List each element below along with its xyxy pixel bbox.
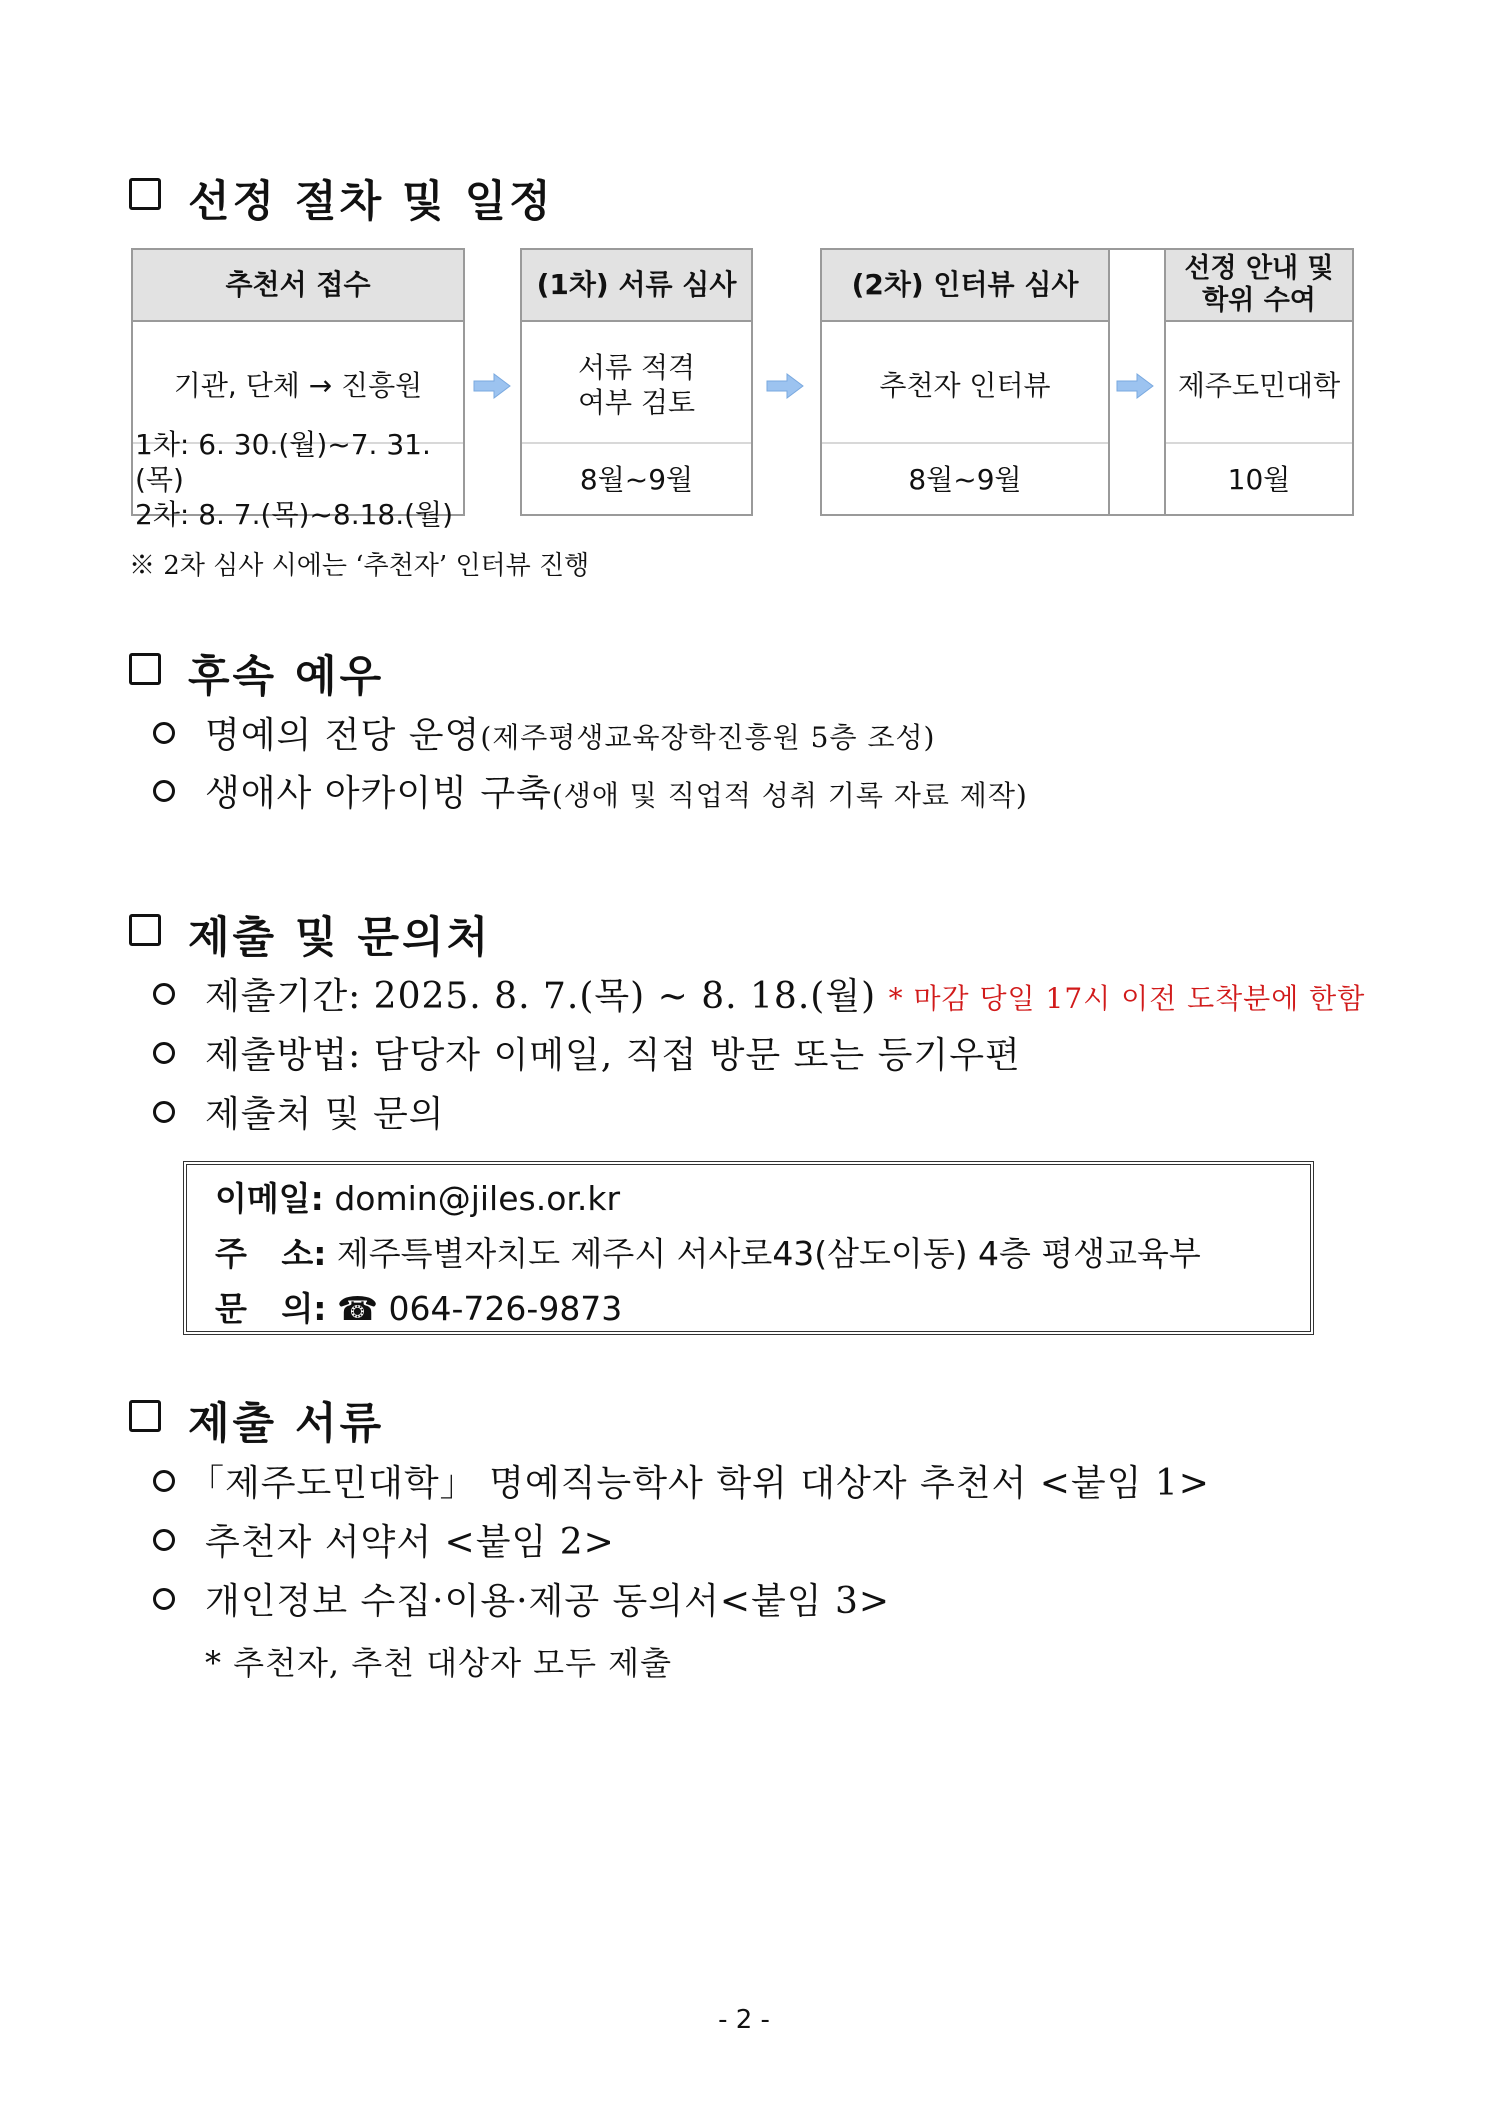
email-value[interactable]: domin@jiles.or.kr [334, 1179, 621, 1218]
page-number: - 2 - [718, 2005, 770, 2035]
flow-step-header: (2차) 인터뷰 심사 [822, 250, 1108, 322]
section-title-benefits: 후속 예우 [188, 652, 385, 702]
email-label: 이메일: [215, 1179, 324, 1218]
flow-step-body: 제주도민대학 [1177, 368, 1341, 402]
flow-step-footer: 10월 [1166, 442, 1352, 514]
benefit-item: 생애사 아카이빙 구축(생애 및 직업적 성취 기록 자료 제작) [205, 773, 1028, 814]
arrow-right-icon [765, 372, 805, 400]
arrow-right-icon [472, 372, 512, 400]
benefit-item: 명예의 전당 운영(제주평생교육장학진흥원 5층 조성) [205, 715, 936, 756]
contact-email-row [215, 1173, 620, 1220]
document-item: 개인정보 수집·이용·제공 동의서<붙임 3> [205, 1581, 891, 1622]
flow-step-header: (1차) 서류 심사 [522, 250, 751, 322]
flow-step-footer: 8월~9월 [522, 442, 751, 514]
submission-period: 제출기간: 2025. 8. 7.(목) ~ 8. 18.(월) * 마감 당일 17시 이전 도착분에 한함 [205, 976, 1366, 1017]
address-label: 주 소: [215, 1234, 327, 1273]
flow-step-body: 추천자 인터뷰 [879, 368, 1051, 402]
flow-step-1 [131, 248, 465, 531]
flow-step-3 [820, 248, 1110, 516]
phone-label: 문 의: [215, 1289, 327, 1328]
contact-address-row [215, 1228, 1201, 1275]
flow-step-footer: 1차: 6. 30.(월)~7. 31.(목) 2차: 8. 7.(목)~8.18.(월) [133, 442, 463, 514]
document-item: 「제주도민대학」 명예직능학사 학위 대상자 추천서 <붙임 1> [188, 1463, 1210, 1504]
bullet-circle-icon [153, 1529, 175, 1551]
bullet-circle-icon [153, 722, 175, 744]
arrow-right-icon [1115, 372, 1155, 400]
submission-method: 제출방법: 담당자 이메일, 직접 방문 또는 등기우편 [205, 1035, 1021, 1076]
section-title-documents: 제출 서류 [188, 1399, 385, 1449]
bullet-circle-icon [153, 1470, 175, 1492]
section-title-procedure: 선정 절차 및 일정 [188, 177, 554, 227]
bullet-circle-icon [153, 780, 175, 802]
flow-step-header: 추천서 접수 [133, 250, 463, 322]
section-title-submission: 제출 및 문의처 [188, 913, 492, 963]
bullet-circle-icon [153, 983, 175, 1005]
section-checkbox-icon [129, 1400, 161, 1432]
flow-step-header: 선정 안내 및 학위 수여 [1166, 250, 1352, 322]
contact-box [183, 1161, 1314, 1335]
section-checkbox-icon [129, 914, 161, 946]
flow-step-body: 기관, 단체 → 진흥원 [173, 368, 423, 402]
address-value: 제주특별자치도 제주시 서사로43(삼도이동) 4층 평생교육부 [336, 1234, 1201, 1273]
section-checkbox-icon [129, 178, 161, 210]
bullet-circle-icon [153, 1101, 175, 1123]
phone-value[interactable]: 064-726-9873 [388, 1289, 623, 1328]
flow-step-body: 서류 적격 여부 검토 [577, 351, 696, 419]
flow-step-2 [520, 248, 753, 516]
section-checkbox-icon [129, 653, 161, 685]
procedure-note: ※ 2차 심사 시에는 ‘추천자’ 인터뷰 진행 [129, 551, 590, 581]
document-item: 추천자 서약서 <붙임 2> [205, 1522, 615, 1563]
bullet-circle-icon [153, 1588, 175, 1610]
phone-icon: ☎ [336, 1289, 379, 1328]
bullet-circle-icon [153, 1042, 175, 1064]
submission-where: 제출처 및 문의 [205, 1094, 445, 1135]
contact-phone-row [215, 1283, 622, 1330]
documents-note: * 추천자, 추천 대상자 모두 제출 [205, 1644, 672, 1682]
flow-step-footer: 8월~9월 [822, 442, 1108, 514]
flow-step-4 [1164, 248, 1354, 516]
